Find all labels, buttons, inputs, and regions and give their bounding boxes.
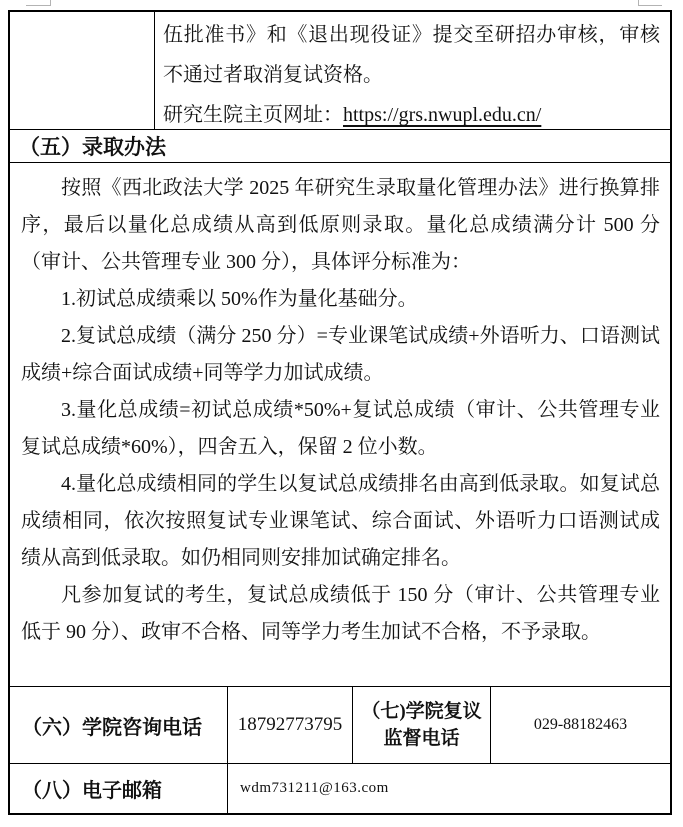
email-label: （八）电子邮箱 <box>22 780 162 802</box>
email-address: wdm731211@163.com <box>227 764 670 813</box>
empty-label-cell <box>10 12 154 129</box>
section5-title: （五）录取办法 <box>19 135 166 159</box>
table-row-section5-body <box>10 162 670 686</box>
graduate-school-url-link[interactable]: https://grs.nwupl.edu.cn/ <box>343 104 542 126</box>
section5-body-cell <box>10 163 670 686</box>
admission-rule-1: 1.初试总成绩乘以 50%作为量化基础分。 <box>61 288 418 310</box>
admission-rule-3: 3.量化总成绩=初试总成绩*50%+复试总成绩（审计、公共管理专业复试总成绩*60%），四舍五入，保留 2 位小数。 <box>21 399 660 458</box>
supervision-phone-number: 029-88182463 <box>490 687 670 763</box>
table-row-section5-header <box>10 129 670 162</box>
homepage-label: 研究生院主页网址： <box>163 104 343 126</box>
table-row-email <box>10 763 670 813</box>
admission-rule-2: 2.复试总成绩（满分 250 分）=专业课笔试成绩+外语听力、口语测试成绩+综合面试成绩+同等学力加试成绩。 <box>21 325 660 384</box>
admission-paragraph-intro: 按照《西北政法大学 2025 年研究生录取量化管理办法》进行换算排序，最后以量化总成绩从高到低原则录取。量化总成绩满分计 500 分（审计、公共管理专业 300 分），具体评分标准为： <box>21 177 660 273</box>
admission-info-table <box>8 10 672 815</box>
consult-phone-label: （六）学院咨询电话 <box>22 716 202 739</box>
cutoff-table-fragment-left <box>26 0 51 6</box>
admission-paragraph-rejection: 凡参加复试的考生，复试总成绩低于 150 分（审计、公共管理专业低于 90 分）、政审不合格、同等学力考生加试不合格，不予录取。 <box>21 584 660 643</box>
admission-rule-4: 4.量化总成绩相同的学生以复试总成绩排名由高到低录取。如复试总成绩相同，依次按照复试专业课笔试、综合面试、外语听力口语测试成绩从高到低录取。如仍相同则安排加试确定排名。 <box>21 473 660 569</box>
table-row-phones <box>10 686 670 763</box>
consult-phone-number: 18792773795 <box>227 687 352 763</box>
continuation-text-cell <box>154 12 670 129</box>
continuation-paragraph: 伍批准书》和《退出现役证》提交至研招办审核，审核不通过者取消复试资格。 <box>163 24 660 86</box>
supervision-phone-label: （七)学院复议监督电话 <box>352 687 490 763</box>
cutoff-table-fragment-right <box>638 0 662 6</box>
table-row-continuation <box>10 12 670 129</box>
